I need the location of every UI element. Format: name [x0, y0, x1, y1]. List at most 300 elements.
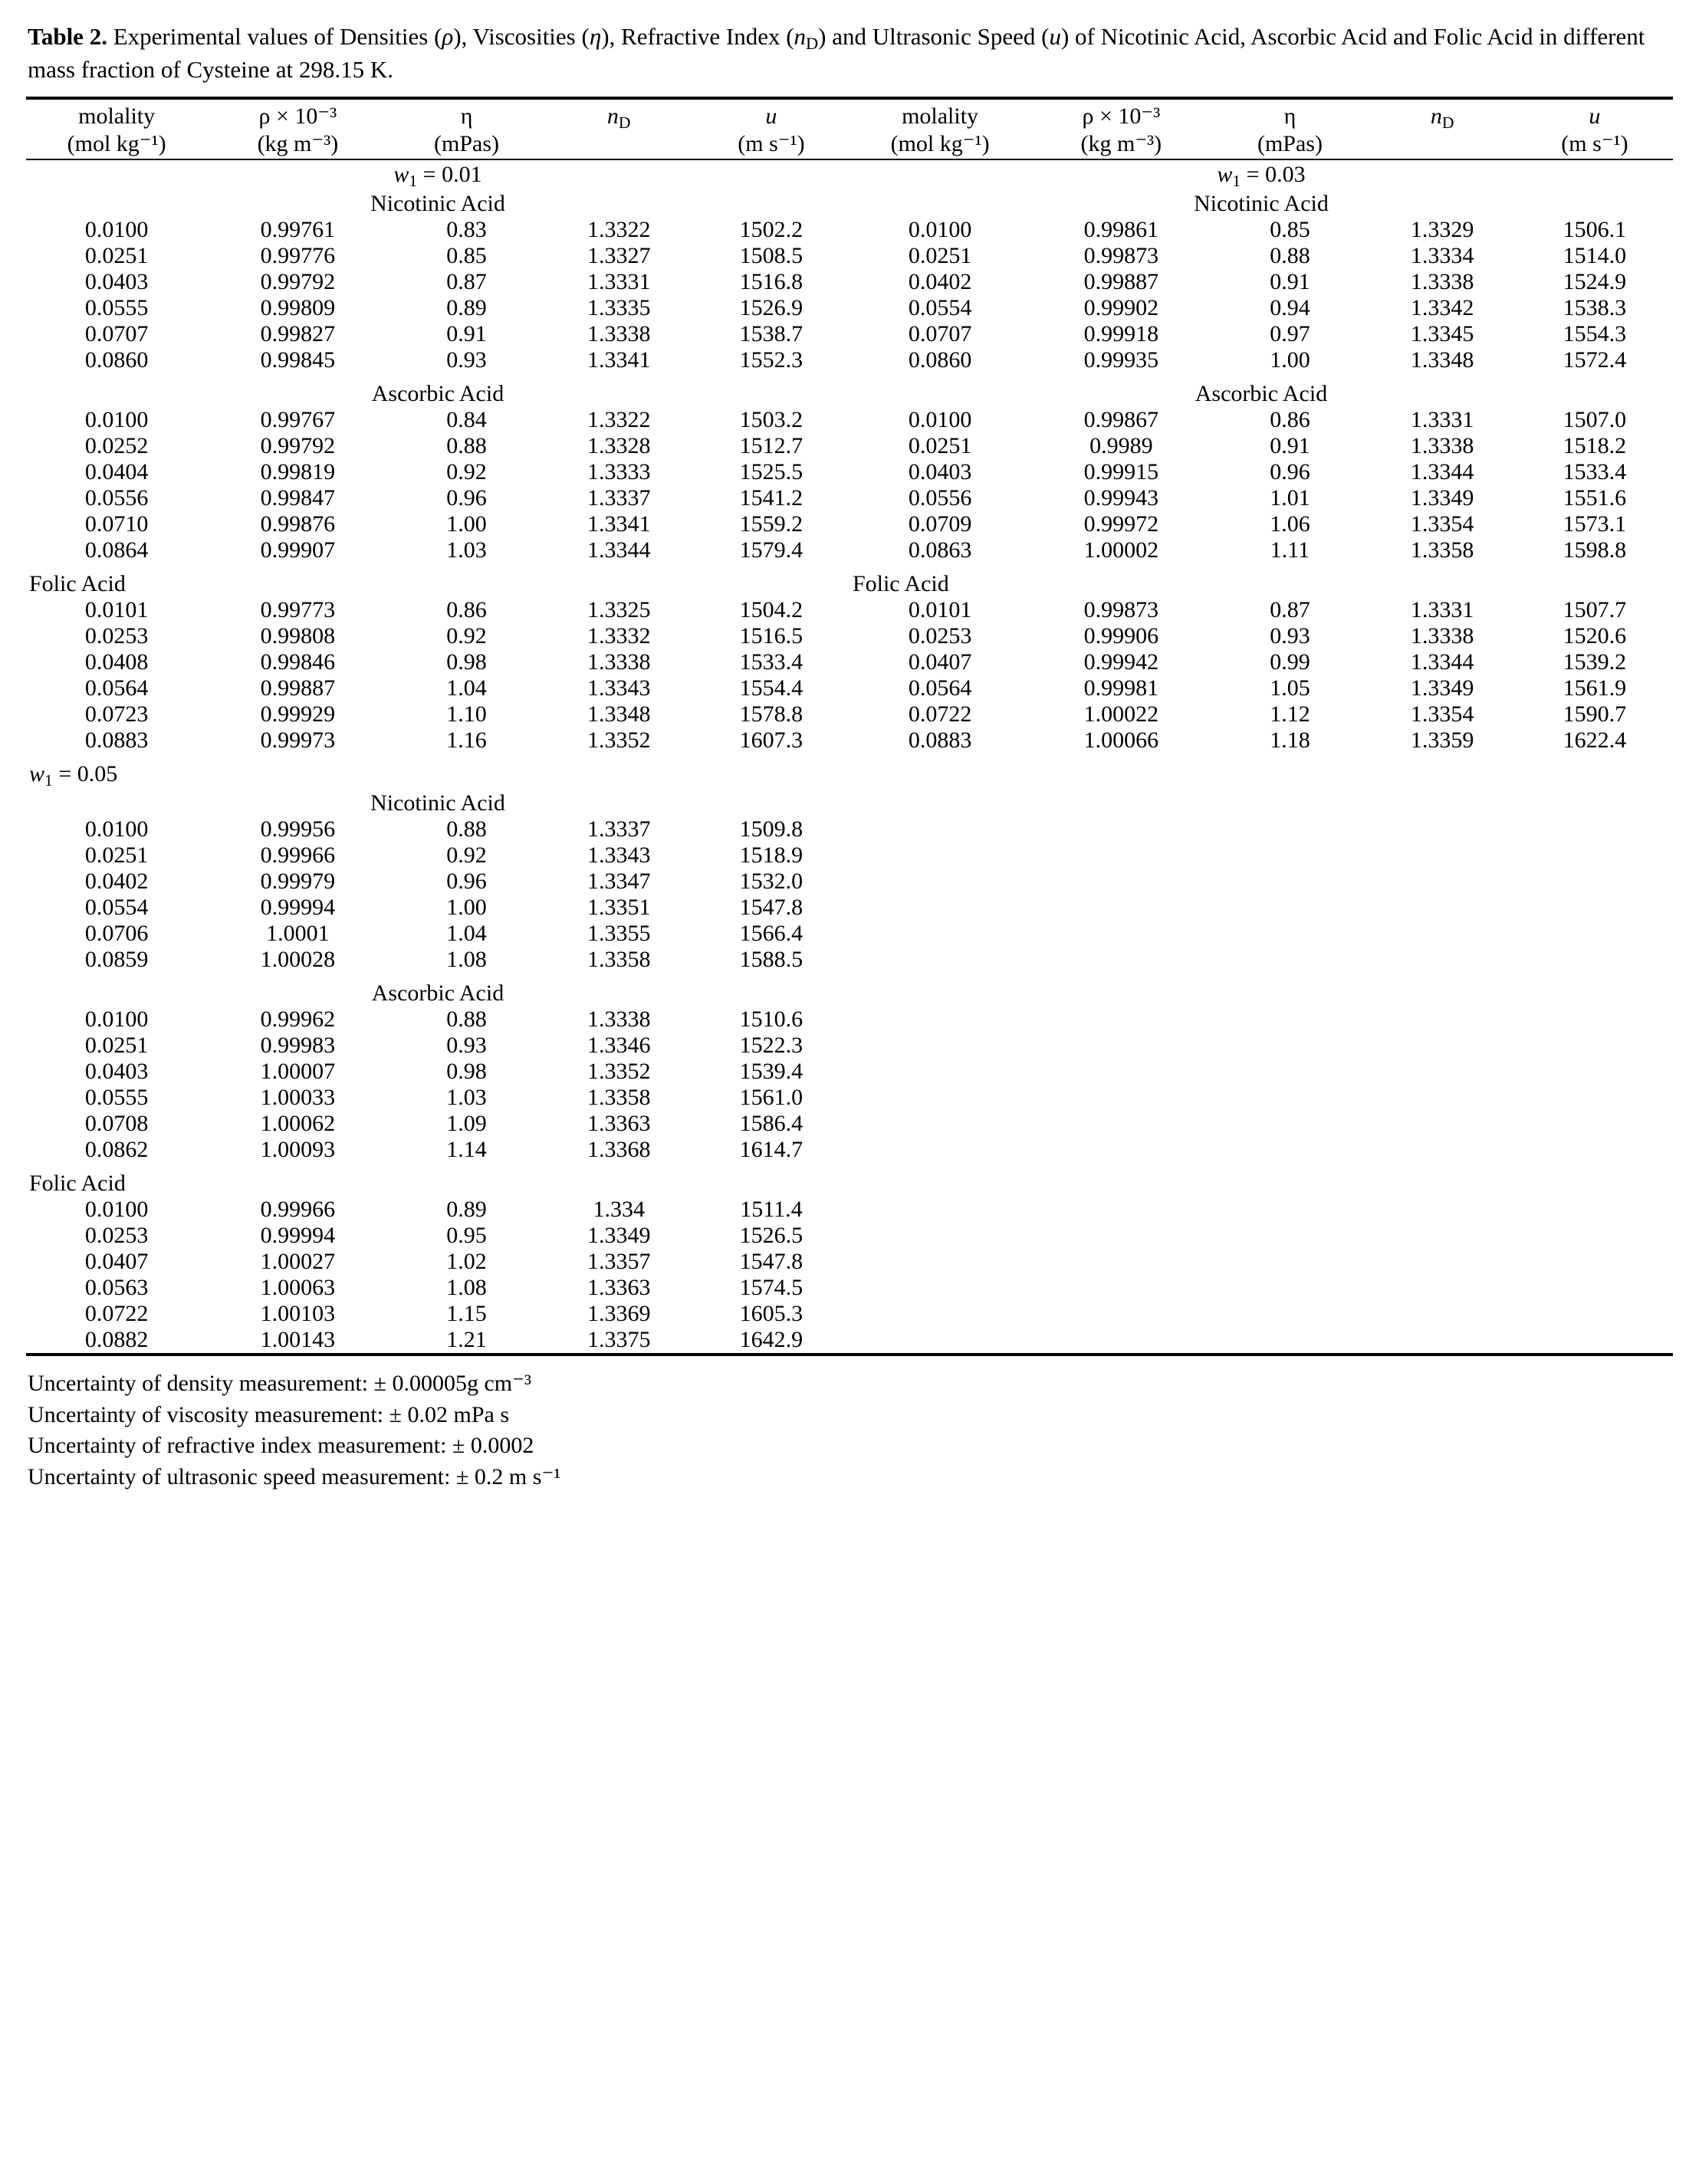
- table-cell: 1539.4: [739, 1058, 803, 1084]
- table-row: [26, 895, 1673, 921]
- table-cell: 1.00007: [260, 1058, 336, 1084]
- table-cell: 1533.4: [1563, 458, 1627, 484]
- table-cell: [1030, 1327, 1211, 1355]
- table-cell: [1517, 947, 1673, 973]
- table-cell: [1030, 1223, 1211, 1249]
- column-header: [1369, 103, 1517, 159]
- table-cell: 1551.6: [1563, 484, 1627, 511]
- table-cell: [1211, 947, 1368, 973]
- table-cell: [850, 1275, 1030, 1301]
- column-header-line2: (mPas): [1257, 131, 1323, 157]
- table-cell: 0.0252: [84, 432, 149, 458]
- table-cell: 1518.2: [1563, 432, 1627, 458]
- table-cell: 0.99867: [1083, 406, 1159, 432]
- table-cell: 1.3337: [587, 484, 651, 511]
- table-row: [26, 842, 1673, 869]
- table-cell: 1.3327: [587, 242, 651, 268]
- table-cell: 0.99962: [260, 1006, 336, 1032]
- table-cell: 0.95: [446, 1222, 487, 1248]
- table-cell: 0.96: [446, 484, 487, 511]
- table-cell: 1.16: [446, 727, 487, 753]
- group-label-row: [26, 381, 1673, 407]
- table-cell: 1509.8: [739, 816, 803, 842]
- table-cell: [1369, 895, 1517, 921]
- table-row: [26, 1301, 1673, 1327]
- table-cell: [1030, 895, 1211, 921]
- solute-label-right: Folic Acid: [852, 570, 949, 596]
- table-cell: 0.99792: [260, 268, 336, 294]
- table-cell: 1516.5: [739, 622, 803, 649]
- table-cell: 1.3349: [1410, 484, 1474, 511]
- table-cell: 1.3338: [1410, 432, 1474, 458]
- table-cell: 1.3331: [1410, 406, 1474, 432]
- table-cell: 0.0564: [908, 675, 972, 701]
- table-cell: 1561.0: [739, 1084, 803, 1110]
- row-spacer: [26, 563, 1673, 571]
- table-cell: 1547.8: [739, 894, 803, 920]
- table-cell: 0.0722: [908, 701, 972, 727]
- table-cell: 1.15: [446, 1300, 487, 1326]
- table-cell: 0.91: [446, 320, 487, 346]
- note-ultrasonic-speed: Uncertainty of ultrasonic speed measurement: ± 0.2 m s⁻¹: [28, 1464, 561, 1490]
- column-header-line2: (mPas): [434, 131, 500, 157]
- table-row: [26, 485, 1673, 511]
- column-header: [850, 103, 1030, 159]
- table-cell: 0.93: [446, 346, 487, 373]
- table-cell: 1554.3: [1563, 320, 1627, 346]
- table-bottom-rule: [26, 1355, 1673, 1359]
- table-cell: 1507.0: [1563, 406, 1627, 432]
- table-cell: [1517, 869, 1673, 895]
- table-cell: [850, 1137, 1030, 1163]
- table-cell: 0.99761: [260, 216, 336, 242]
- table-cell: 1526.5: [739, 1222, 803, 1248]
- row-spacer: [26, 754, 1673, 761]
- table-cell: [850, 1111, 1030, 1137]
- table-row: [26, 921, 1673, 947]
- table-cell: 1.0001: [266, 920, 330, 946]
- table-cell: 0.99943: [1083, 484, 1159, 511]
- table-cell: 1538.7: [739, 320, 803, 346]
- table-cell: 0.9989: [1089, 432, 1153, 458]
- table-cell: 0.0864: [84, 537, 149, 563]
- column-header-line2: (mol kg⁻¹): [890, 131, 990, 157]
- table-cell: 0.0404: [84, 458, 149, 484]
- table-cell: 0.0100: [908, 406, 972, 432]
- column-header: [26, 103, 207, 159]
- mass-fraction-label-left: $w_1 = 0.01$: [393, 161, 482, 190]
- table-cell: 0.0408: [84, 649, 149, 675]
- table-cell: [1030, 1301, 1211, 1327]
- table-row: [26, 295, 1673, 321]
- table-row: [26, 1197, 1673, 1223]
- table-cell: 1.3322: [587, 216, 651, 242]
- table-cell: 0.89: [446, 1196, 487, 1222]
- table-cell: [1369, 1085, 1517, 1111]
- table-cell: 1.3343: [587, 842, 651, 868]
- table-cell: [850, 1249, 1030, 1275]
- table-cell: [1211, 1223, 1368, 1249]
- table-cell: 0.87: [446, 268, 487, 294]
- table-cell: [850, 842, 1030, 869]
- table-cell: [850, 1059, 1030, 1085]
- table-cell: 1507.7: [1563, 596, 1627, 622]
- table-cell: [1211, 869, 1368, 895]
- table-cell: 1511.4: [740, 1196, 803, 1222]
- table-cell: 1.14: [446, 1136, 487, 1162]
- table-cell: [1211, 1197, 1368, 1223]
- table-cell: 1586.4: [739, 1110, 803, 1136]
- table-cell: 1607.3: [739, 727, 803, 753]
- table-cell: 1524.9: [1563, 268, 1627, 294]
- table-cell: [1369, 869, 1517, 895]
- table-cell: 1508.5: [739, 242, 803, 268]
- column-header-line1: molality: [902, 103, 979, 129]
- table-cell: [1517, 1249, 1673, 1275]
- table-cell: 1.01: [1270, 484, 1310, 511]
- table-cell: 1.12: [1270, 701, 1310, 727]
- group-label-row: [26, 1171, 1673, 1197]
- table-row: [26, 623, 1673, 649]
- table-row: [26, 597, 1673, 623]
- table-cell: [1517, 816, 1673, 842]
- table-cell: 0.99846: [260, 649, 336, 675]
- column-header-line2: (kg m⁻³): [257, 131, 339, 157]
- table-cell: 1.3347: [587, 868, 651, 894]
- table-header-row: [26, 103, 1673, 159]
- column-header: [693, 103, 850, 159]
- table-cell: [1369, 842, 1517, 869]
- table-cell: 1.3338: [587, 320, 651, 346]
- table-cell: 0.84: [446, 406, 487, 432]
- column-header: [545, 103, 693, 159]
- table-body: [26, 98, 1673, 1359]
- table-cell: 0.0706: [84, 920, 149, 946]
- table-cell: 1538.3: [1563, 294, 1627, 320]
- table-cell: 0.0554: [908, 294, 972, 320]
- table-cell: 1.3332: [587, 622, 651, 649]
- table-cell: 0.0407: [908, 649, 972, 675]
- table-cell: 1.06: [1270, 511, 1310, 537]
- mass-fraction-label-right: $w_1 = 0.03$: [1217, 161, 1306, 190]
- column-header-line1: u: [765, 103, 777, 129]
- table-cell: [1369, 1275, 1517, 1301]
- column-header-line1: $n_D$: [1430, 103, 1454, 132]
- column-header: [1211, 103, 1368, 159]
- table-cell: [850, 1007, 1030, 1033]
- table-cell: 0.99876: [260, 511, 336, 537]
- table-cell: 0.0253: [84, 1222, 149, 1248]
- table-cell: 1.3358: [587, 1084, 651, 1110]
- table-cell: [1030, 921, 1211, 947]
- mass-fraction-label-left: $w_1 = 0.05$: [29, 760, 118, 790]
- table-cell: 1516.8: [739, 268, 803, 294]
- table-cell: 1.3358: [587, 946, 651, 972]
- table-cell: 1.3341: [587, 346, 651, 373]
- table-cell: 0.0403: [84, 1058, 149, 1084]
- table-cell: 1.3349: [1410, 675, 1474, 701]
- table-cell: 1.3348: [1410, 346, 1474, 373]
- column-header-line1: ρ × 10⁻³: [1082, 103, 1161, 129]
- table-cell: [1211, 1111, 1368, 1137]
- table-cell: 1.3345: [1410, 320, 1474, 346]
- table-cell: [1030, 1111, 1211, 1137]
- table-cell: 0.99956: [260, 816, 336, 842]
- table-cell: [1030, 1275, 1211, 1301]
- table-cell: 1.3341: [587, 511, 651, 537]
- table-cell: 1.3335: [587, 294, 651, 320]
- table-cell: [850, 1197, 1030, 1223]
- table-cell: [1369, 1327, 1517, 1355]
- table-cell: 0.0403: [84, 268, 149, 294]
- column-header-line1: η: [1283, 103, 1296, 129]
- table-cell: 0.0555: [84, 294, 149, 320]
- table-cell: [850, 1301, 1030, 1327]
- table-cell: 1.3331: [1410, 596, 1474, 622]
- table-cell: [1517, 1033, 1673, 1059]
- table-cell: 0.0253: [84, 622, 149, 649]
- table-cell: 0.91: [1270, 432, 1310, 458]
- table-cell: 1506.1: [1563, 216, 1627, 242]
- table-cell: 0.0100: [84, 406, 149, 432]
- table-cell: 0.99887: [260, 675, 336, 701]
- table-cell: [1030, 816, 1211, 842]
- table-cell: 1.3354: [1410, 511, 1474, 537]
- table-cell: 1.3368: [587, 1136, 651, 1162]
- table-cell: 0.99847: [260, 484, 336, 511]
- table-row: [26, 433, 1673, 459]
- table-cell: 1605.3: [739, 1300, 803, 1326]
- table-cell: 1.03: [446, 1084, 487, 1110]
- table-cell: [1517, 1275, 1673, 1301]
- table-row: [26, 243, 1673, 269]
- table-cell: 0.89: [446, 294, 487, 320]
- table-cell: 0.92: [446, 622, 487, 649]
- table-cell: 0.99973: [260, 727, 336, 753]
- table-row: [26, 1033, 1673, 1059]
- table-cell: [1211, 1327, 1368, 1355]
- table-cell: 0.0556: [84, 484, 149, 511]
- table-cell: [1211, 1085, 1368, 1111]
- table-cell: 0.0859: [84, 946, 149, 972]
- column-header-line1: $n_D$: [606, 103, 631, 132]
- table-cell: [1369, 1301, 1517, 1327]
- table-cell: 1.3357: [587, 1248, 651, 1274]
- table-cell: 0.99873: [1083, 596, 1159, 622]
- column-header-line2: (m s⁻¹): [738, 131, 805, 157]
- table-cell: 1.3351: [587, 894, 651, 920]
- table-cell: 0.99819: [260, 458, 336, 484]
- table-cell: [1030, 1085, 1211, 1111]
- table-cell: 0.97: [1270, 320, 1310, 346]
- table-cell: [850, 869, 1030, 895]
- column-header: [207, 103, 388, 159]
- table-row: [26, 1059, 1673, 1085]
- table-cell: 0.0251: [908, 242, 972, 268]
- table-cell: [1369, 1249, 1517, 1275]
- table-cell: 1514.0: [1563, 242, 1627, 268]
- table-row: [26, 869, 1673, 895]
- table-row: [26, 459, 1673, 485]
- table-cell: 1588.5: [739, 946, 803, 972]
- table-cell: 1526.9: [739, 294, 803, 320]
- table-cell: 1.00143: [260, 1326, 336, 1352]
- table-cell: [1030, 1197, 1211, 1223]
- table-cell: [1517, 1197, 1673, 1223]
- table-cell: 0.99792: [260, 432, 336, 458]
- table-cell: 1.08: [446, 1274, 487, 1300]
- solute-label-right: Nicotinic Acid: [1194, 190, 1329, 216]
- table-cell: 0.99979: [260, 868, 336, 894]
- table-row: [26, 321, 1673, 347]
- table-cell: 0.92: [446, 842, 487, 868]
- table-cell: 0.96: [1270, 458, 1310, 484]
- table-cell: 1.3337: [587, 816, 651, 842]
- table-cell: [1211, 1059, 1368, 1085]
- table-cell: 0.99887: [1083, 268, 1159, 294]
- table-cell: 0.99972: [1083, 511, 1159, 537]
- table-cell: 1.00002: [1083, 537, 1159, 563]
- table-cell: 0.86: [446, 596, 487, 622]
- note-viscosity: Uncertainty of viscosity measurement: ± 0.02 mPa s: [28, 1401, 510, 1427]
- table-cell: [850, 947, 1030, 973]
- table-cell: 1573.1: [1563, 511, 1627, 537]
- table-cell: 0.99935: [1083, 346, 1159, 373]
- table-cell: 1503.2: [739, 406, 803, 432]
- table-cell: 1.04: [446, 920, 487, 946]
- table-cell: 1533.4: [739, 649, 803, 675]
- group-label-row: [26, 191, 1673, 217]
- table-cell: [850, 1223, 1030, 1249]
- table-cell: 0.99808: [260, 622, 336, 649]
- table-cell: 1622.4: [1563, 727, 1627, 753]
- table-cell: [1369, 947, 1517, 973]
- table-cell: 0.99767: [260, 406, 336, 432]
- table-cell: 0.99915: [1083, 458, 1159, 484]
- table-row: [26, 675, 1673, 701]
- table-cell: 0.99983: [260, 1032, 336, 1058]
- table-cell: [1211, 816, 1368, 842]
- table-caption-text: Experimental values of Densities (ρ), Viscosities (η), Refractive Index $(n_D)$ and Ultrasonic Speed (u) of Nicotinic Acid, Ascorbic Acid and Folic Acid in different mass fraction of Cysteine at 298.15 K.: [28, 23, 1645, 84]
- table-cell: 0.0860: [908, 346, 972, 373]
- column-header: [389, 103, 545, 159]
- table-cell: 0.0722: [84, 1300, 149, 1326]
- empty-cell: [850, 1171, 1673, 1197]
- table-cell: 0.99994: [260, 894, 336, 920]
- table-cell: 0.0100: [84, 1196, 149, 1222]
- table-cell: 1.3334: [1410, 242, 1474, 268]
- table-cell: [850, 895, 1030, 921]
- table-cell: [1517, 1301, 1673, 1327]
- table-cell: 0.0709: [908, 511, 972, 537]
- table-cell: [1517, 1223, 1673, 1249]
- table-cell: 0.0556: [908, 484, 972, 511]
- table-cell: 1.3344: [1410, 649, 1474, 675]
- table-row: [26, 1249, 1673, 1275]
- table-row: [26, 1111, 1673, 1137]
- table-row: [26, 816, 1673, 842]
- table-cell: 1541.2: [739, 484, 803, 511]
- table-cell: 0.0564: [84, 675, 149, 701]
- table-cell: 0.99873: [1083, 242, 1159, 268]
- table-cell: 0.0883: [84, 727, 149, 753]
- table-cell: [1517, 895, 1673, 921]
- table-cell: [1369, 1197, 1517, 1223]
- table-cell: 0.0708: [84, 1110, 149, 1136]
- column-header-line2: (mol kg⁻¹): [67, 131, 166, 157]
- table-cell: [1211, 1137, 1368, 1163]
- solute-label-left: Nicotinic Acid: [370, 790, 505, 816]
- table-cell: 1.00022: [1083, 701, 1159, 727]
- table-cell: 0.0863: [908, 537, 972, 563]
- table-cell: 0.0251: [908, 432, 972, 458]
- table-cell: 1518.9: [739, 842, 803, 868]
- table-cell: 1.3349: [587, 1222, 651, 1248]
- table-cell: 1554.4: [739, 675, 803, 701]
- table-cell: 1579.4: [739, 537, 803, 563]
- row-spacer: [26, 373, 1673, 381]
- table-cell: 1.3354: [1410, 701, 1474, 727]
- table-cell: [1369, 1137, 1517, 1163]
- table-cell: [1517, 842, 1673, 869]
- table-cell: 0.0251: [84, 1032, 149, 1058]
- table-cell: 1525.5: [739, 458, 803, 484]
- table-cell: 0.99776: [260, 242, 336, 268]
- table-cell: [1211, 1301, 1368, 1327]
- table-cell: 0.0101: [84, 596, 149, 622]
- table-cell: 1.3322: [587, 406, 651, 432]
- table-cell: 1532.0: [739, 868, 803, 894]
- row-spacer: [26, 1163, 1673, 1171]
- table-cell: 1.3346: [587, 1032, 651, 1058]
- table-cell: 0.0251: [84, 842, 149, 868]
- table-cell: 0.0860: [84, 346, 149, 373]
- table-cell: 0.99861: [1083, 216, 1159, 242]
- table-cell: [1030, 1249, 1211, 1275]
- table-cell: [1517, 1327, 1673, 1355]
- table-cell: [1211, 1249, 1368, 1275]
- table-cell: [1369, 1007, 1517, 1033]
- table-cell: [1211, 842, 1368, 869]
- table-cell: 0.0407: [84, 1248, 149, 1274]
- column-header-line1: u: [1589, 103, 1601, 129]
- table-cell: 0.83: [446, 216, 487, 242]
- table-label: Table 2.: [28, 23, 107, 50]
- table-cell: 1.3338: [1410, 268, 1474, 294]
- table-cell: 0.88: [446, 432, 487, 458]
- empty-cell: [850, 980, 1673, 1007]
- column-header-line2: (kg m⁻³): [1080, 131, 1162, 157]
- table-cell: 0.0403: [908, 458, 972, 484]
- group-label-row: [26, 571, 1673, 597]
- column-header: [1030, 103, 1211, 159]
- table-cell: 1.00062: [260, 1110, 336, 1136]
- solute-label-left: Folic Acid: [29, 570, 126, 596]
- table-cell: 0.88: [446, 1006, 487, 1032]
- table-row: [26, 649, 1673, 675]
- table-cell: 1502.2: [739, 216, 803, 242]
- table-cell: 1590.7: [1563, 701, 1627, 727]
- table-row: [26, 947, 1673, 973]
- table-cell: 1642.9: [739, 1326, 803, 1352]
- table-cell: 1.21: [446, 1326, 487, 1352]
- table-cell: [1030, 842, 1211, 869]
- table-cell: 1561.9: [1563, 675, 1627, 701]
- solute-label-left: Ascorbic Acid: [371, 980, 504, 1006]
- table-cell: [850, 816, 1030, 842]
- table-cell: 0.99981: [1083, 675, 1159, 701]
- table-cell: 0.85: [1270, 216, 1310, 242]
